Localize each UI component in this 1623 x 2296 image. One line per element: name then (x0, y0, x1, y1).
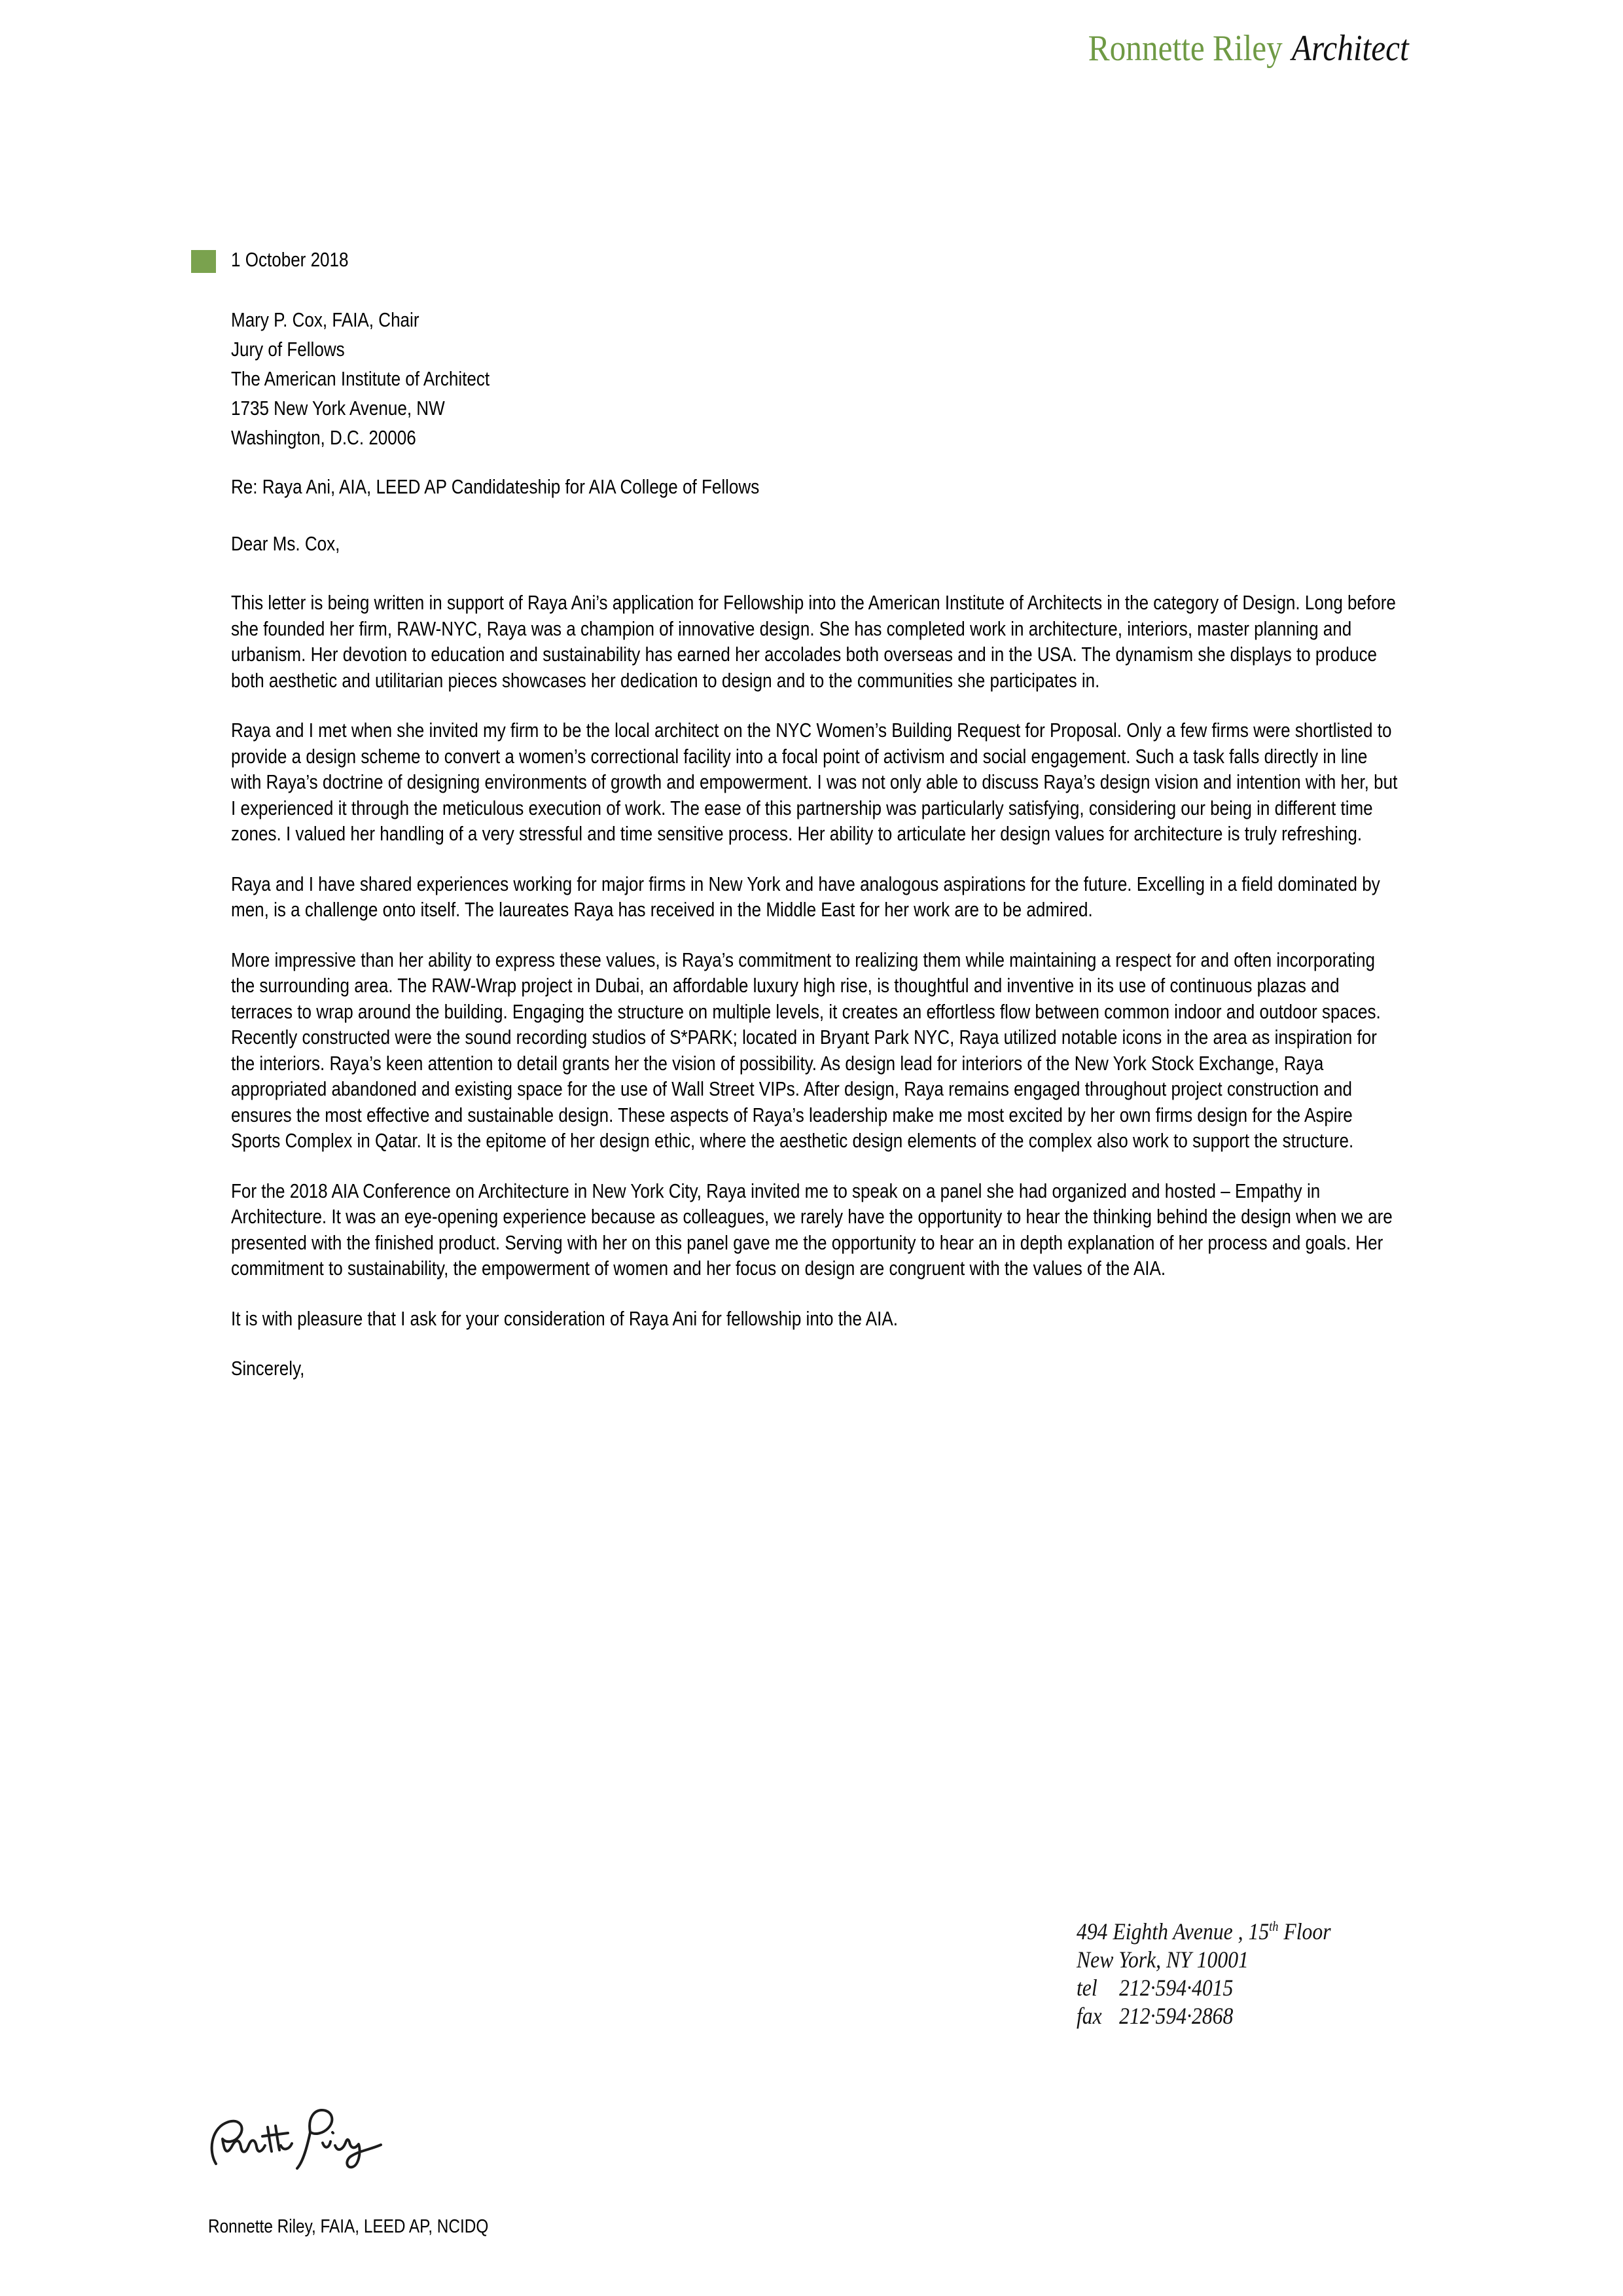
body-paragraph: Raya and I met when she invited my firm to be the local architect on the NYC Women’s Building Request for Proposal. Only a few firms were shortlisted to provide a design scheme to convert a women’s correctional facility into a focal point of activism and social engagement. Such a task falls directly in line with Raya’s doctrine of designing environments of growth and empowerment. I was not only able to discuss Raya’s design vision and intention with her, but I experienced it through the meticulous execution of work. The ease of this partnership was particularly satisfying, considering our being in different time zones. I valued her handling of a very stressful and time sensitive process. Her ability to articulate her design values for architecture is truly refreshing. (231, 719, 1398, 845)
valediction: Sincerely, (231, 1357, 305, 1380)
recipient-line: 1735 New York Avenue, NW (231, 397, 445, 420)
firm-address-line (1077, 1918, 1331, 1946)
recipient-line: Jury of Fellows (231, 338, 345, 361)
signature-svg (207, 2105, 390, 2183)
body-paragraph: More impressive than her ability to express these values, is Raya’s commitment to realizing them while maintaining a respect for and often incorporating the surrounding area. The RAW-Wrap project in Dubai, an affordable luxury high rise, is thoughtful and inventive in its use of continuous plazas and terraces to wrap around the building. Engaging the structure on multiple levels, it creates an effortless flow between common indoor and outdoor spaces. Recently constructed were the sound recording studios of S*PARK; located in Bryant Park NYC, Raya utilized notable icons in the area as inspiration for the interiors. Raya’s keen attention to detail grants her the vision of possibility. As design lead for interiors of the New York Stock Exchange, Raya appropriated abandoned and existing space for the use of Wall Street VIPs. After design, Raya remains engaged throughout project construction and ensures the most effective and sustainable design. These aspects of Raya’s leadership make me most excited by her own firms design for the Aspire Sports Complex in Qatar. It is the epitome of her design ethic, where the aesthetic design elements of the complex also work to support the structure. (231, 948, 1381, 1152)
letter-body (231, 590, 1397, 1406)
tel-label: tel (1077, 1975, 1097, 2001)
recipient-address (231, 305, 490, 452)
address-floor: Floor (1278, 1918, 1331, 1945)
signer-name: Ronnette Riley, FAIA, LEED AP, NCIDQ (208, 2216, 489, 2237)
subject-line: Re: Raya Ani, AIA, LEED AP Candidateship for AIA College of Fellows (231, 475, 760, 498)
letter-date: 1 October 2018 (231, 248, 349, 271)
firm-fax-line (1077, 2002, 1331, 2030)
address-street: 494 Eighth Avenue , 15 (1077, 1918, 1270, 1945)
body-paragraph: For the 2018 AIA Conference on Architecture in New York City, Raya invited me to speak on a panel she had organized and hosted – Empathy in Architecture. It was an eye-opening experience because as colleagues, we rarely have the opportunity to hear the thinking behind the design when we are presented with the finished product. Serving with her on this panel gave me the opportunity to hear an in depth explanation of her process and goals. Her commitment to sustainability, the empowerment of women and her focus on design are congruent with the values of the AIA. (231, 1179, 1393, 1280)
signature-image (207, 2105, 390, 2187)
firm-address-block (1077, 1918, 1331, 2030)
brand-name: Ronnette Riley (1088, 28, 1283, 69)
green-square-marker-icon (191, 250, 216, 273)
firm-address-line: New York, NY 10001 (1077, 1946, 1249, 1973)
recipient-line: The American Institute of Architect (231, 367, 490, 390)
salutation: Dear Ms. Cox, (231, 532, 340, 555)
closing-line: It is with pleasure that I ask for your consideration of Raya Ani for fellowship into the AIA. (231, 1306, 898, 1330)
brand-role: Architect (1292, 28, 1409, 69)
ordinal-superscript: th (1269, 1918, 1279, 1934)
body-paragraph: Raya and I have shared experiences working for major firms in New York and have analogous aspirations for the future. Excelling in a field dominated by men, is a challenge onto itself. The laureates Raya has received in the Middle East for her work are to be admired. (231, 872, 1380, 921)
letterhead-logo (1088, 27, 1409, 69)
fax-number: 212·594·2868 (1119, 2003, 1234, 2029)
fax-label: fax (1077, 2003, 1102, 2029)
recipient-line: Washington, D.C. 20006 (231, 426, 416, 449)
firm-phone-line (1077, 1974, 1331, 2002)
recipient-line: Mary P. Cox, FAIA, Chair (231, 308, 419, 331)
body-paragraph: This letter is being written in support of Raya Ani’s application for Fellowship into the American Institute of Architects in the category of Design. Long before she founded her firm, RAW-NYC, Raya was a champion of innovative design. She has completed work in architecture, interiors, master planning and urbanism. Her devotion to education and sustainability has earned her accolades both overseas and in the USA. The dynamism she displays to produce both aesthetic and utilitarian pieces showcases her dedication to design and to the communities she participates in. (231, 591, 1396, 692)
tel-number: 212·594·4015 (1119, 1975, 1234, 2001)
